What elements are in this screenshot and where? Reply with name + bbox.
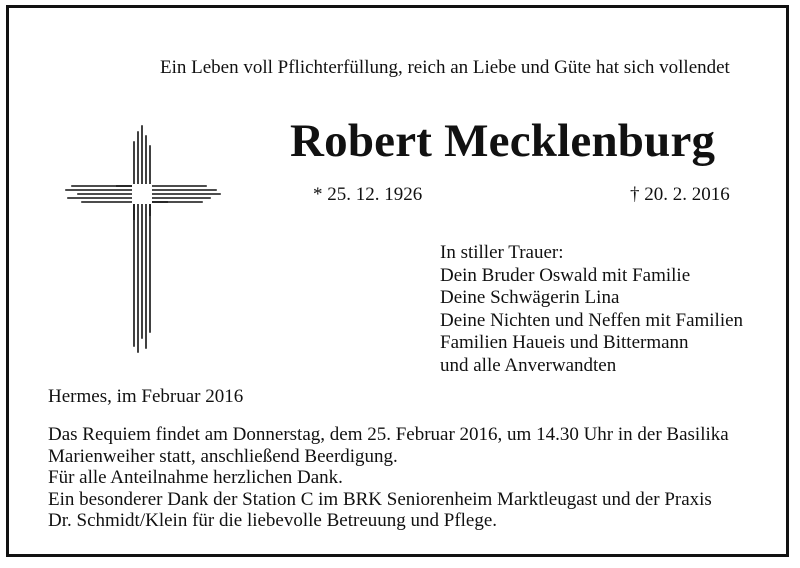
body-line: Marienweiher statt, anschließend Beerdigung. — [48, 445, 398, 467]
notice-body — [48, 424, 729, 532]
line-cross-icon — [64, 124, 224, 356]
intro-line: Ein Leben voll Pflichterfüllung, reich an Liebe und Güte hat sich vollendet — [160, 57, 730, 78]
mourners-line: und alle Anverwandten — [440, 354, 617, 376]
mourners-line: Dein Bruder Oswald mit Familie — [440, 264, 691, 286]
mourners-line: Familien Haueis und Bittermann — [440, 332, 689, 353]
birth-date: * 25. 12. 1926 — [313, 184, 423, 205]
place-date: Hermes, im Februar 2016 — [48, 386, 244, 407]
deceased-name: Robert Mecklenburg — [290, 115, 716, 167]
mourners-line: In stiller Trauer: — [440, 242, 564, 263]
death-date: † 20. 2. 2016 — [630, 184, 730, 205]
body-line: Für alle Anteilnahme herzlichen Dank. — [48, 467, 343, 488]
body-line: Das Requiem findet am Donnerstag, dem 25. Februar 2016, um 14.30 Uhr in der Basilika — [48, 424, 729, 445]
body-line: Dr. Schmidt/Klein für die liebevolle Betreuung und Pflege. — [48, 510, 498, 531]
body-line: Ein besonderer Dank der Station C im BRK Seniorenheim Marktleugast und der Praxis — [48, 488, 712, 510]
mourners-line: Deine Schwägerin Lina — [440, 287, 620, 308]
mourners-list — [440, 242, 743, 377]
mourners-line: Deine Nichten und Neffen mit Familien — [440, 309, 744, 331]
